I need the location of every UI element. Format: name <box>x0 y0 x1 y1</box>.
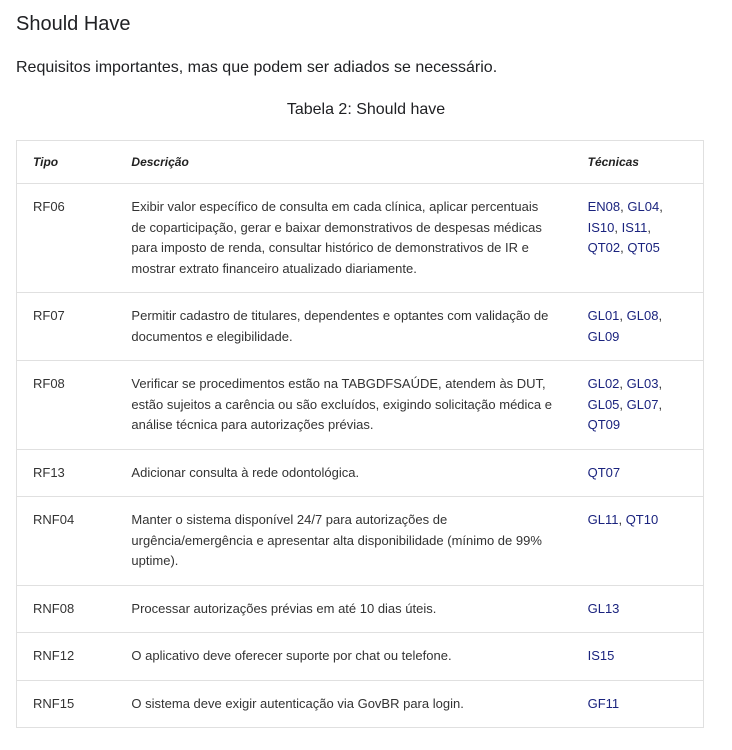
table-row <box>17 497 704 586</box>
table-row <box>17 680 704 728</box>
technique-link[interactable]: GL09 <box>587 328 620 344</box>
cell-tipo: RF08 <box>17 361 116 450</box>
technique-link[interactable]: QT02 <box>587 240 621 255</box>
technique-link[interactable]: QT05 <box>627 240 660 255</box>
separator: , <box>659 199 663 214</box>
cell-tipo: RF07 <box>17 293 116 361</box>
table-row <box>17 449 704 497</box>
separator: , <box>618 512 626 527</box>
technique-link[interactable]: QT10 <box>625 512 659 527</box>
technique-link[interactable]: IS10 <box>587 219 615 235</box>
technique-link[interactable]: IS11 <box>621 219 648 235</box>
technique-link[interactable]: QT09 <box>587 417 621 432</box>
cell-tecnicas <box>572 497 704 586</box>
cell-descricao: Exibir valor específico de consulta em cada clínica, aplicar percentuais de coparticipação, gerar e baixar demonstrativos de despesas médicas para imposto de renda, consultar histórico de demonstrativos de IR e mostrar extrato financeiro atualizado diariamente. <box>115 184 571 293</box>
technique-link[interactable]: IS15 <box>587 648 615 663</box>
cell-tipo: RF13 <box>17 449 116 497</box>
table-header-row <box>17 141 704 184</box>
technique-link[interactable]: GL07 <box>626 396 659 412</box>
technique-link[interactable]: GL01 <box>587 308 620 323</box>
cell-tecnicas <box>572 585 704 633</box>
cell-tecnicas <box>572 293 704 361</box>
cell-tipo: RNF15 <box>17 680 116 728</box>
technique-link[interactable]: QT07 <box>587 464 621 480</box>
cell-descricao: O sistema deve exigir autenticação via GovBR para login. <box>115 680 571 728</box>
technique-link[interactable]: GL02 <box>587 376 620 391</box>
separator: , <box>614 219 622 235</box>
table-row <box>17 633 704 681</box>
table-row <box>17 293 704 361</box>
separator: , <box>658 376 663 391</box>
table-caption: Tabela 2: Should have <box>286 101 446 118</box>
cell-descricao: Processar autorizações prévias em até 10 dias úteis. <box>115 585 571 633</box>
technique-link[interactable]: GF11 <box>587 695 620 711</box>
cell-descricao: O aplicativo deve oferecer suporte por chat ou telefone. <box>115 633 571 681</box>
technique-link[interactable]: GL13 <box>587 600 620 616</box>
table-body <box>17 184 704 728</box>
separator: , <box>658 308 663 323</box>
cell-tipo: RF06 <box>17 184 116 293</box>
cell-descricao: Permitir cadastro de titulares, dependentes e optantes com validação de documentos e elegibilidade. <box>115 293 571 361</box>
cell-tecnicas <box>572 361 704 450</box>
intro-paragraph: Requisitos importantes, mas que podem ser adiados se necessário. <box>16 59 498 76</box>
separator: , <box>619 376 627 391</box>
cell-tipo: RNF08 <box>17 585 116 633</box>
cell-tipo: RNF12 <box>17 633 116 681</box>
cell-tecnicas <box>572 184 704 293</box>
table-row <box>17 361 704 450</box>
header-tecnicas: Técnicas <box>572 141 704 184</box>
cell-descricao: Verificar se procedimentos estão na TABGDFSAÚDE, atendem às DUT, estão sujeitos a carência ou são excluídos, exigindo solicitação médica e análise técnica para autorizações prévias. <box>115 361 571 450</box>
header-tipo: Tipo <box>17 141 116 184</box>
cell-descricao: Manter o sistema disponível 24/7 para autorizações de urgência/emergência e apresentar alta disponibilidade (mínimo de 99% uptime). <box>115 497 571 586</box>
cell-tipo: RNF04 <box>17 497 116 586</box>
separator: , <box>619 396 627 412</box>
table-row <box>17 184 704 293</box>
header-descricao: Descrição <box>115 141 571 184</box>
cell-tecnicas <box>572 449 704 497</box>
technique-link[interactable]: GL03 <box>626 376 659 391</box>
technique-link[interactable]: EN08 <box>587 199 621 214</box>
separator: , <box>619 308 627 323</box>
separator: , <box>658 396 663 412</box>
section-title: Should Have <box>16 13 131 35</box>
cell-descricao: Adicionar consulta à rede odontológica. <box>115 449 571 497</box>
technique-link[interactable]: GL04 <box>627 199 660 214</box>
separator: , <box>620 199 628 214</box>
cell-tecnicas <box>572 633 704 681</box>
table-row <box>17 585 704 633</box>
technique-link[interactable]: GL08 <box>626 308 659 323</box>
requirements-table <box>16 140 704 728</box>
cell-tecnicas <box>572 680 704 728</box>
technique-link[interactable]: GL11 <box>587 512 619 527</box>
technique-link[interactable]: GL05 <box>587 396 620 412</box>
separator: , <box>647 219 651 235</box>
separator: , <box>620 240 628 255</box>
